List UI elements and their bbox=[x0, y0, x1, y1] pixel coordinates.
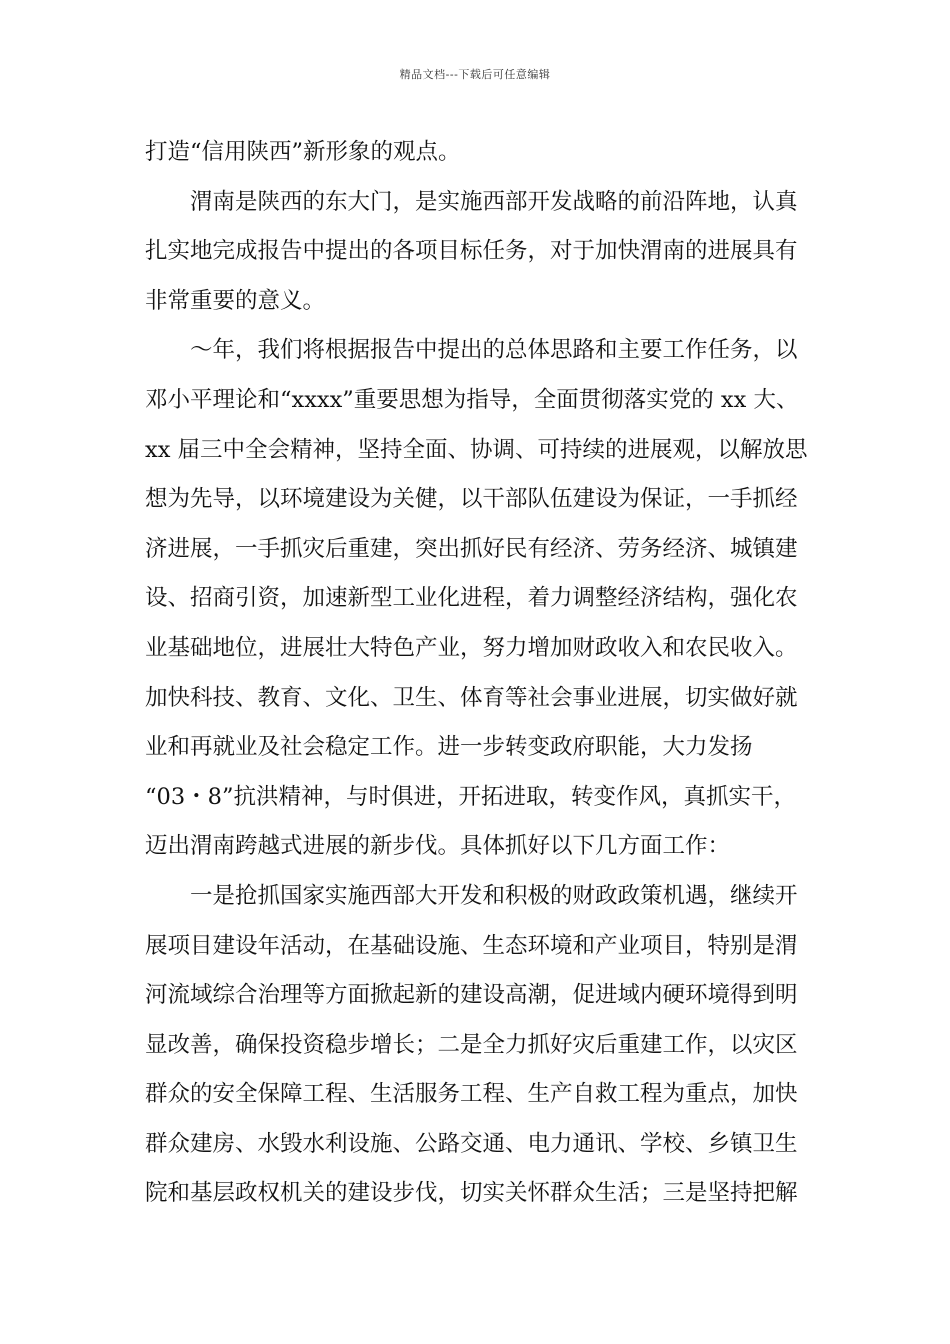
body-line: 非常重要的意义。 bbox=[145, 287, 326, 314]
body-line: 迈出渭南跨越式进展的新步伐。具体抓好以下几方面工作： bbox=[145, 833, 731, 860]
body-line: 打造“信用陕西”新形象的观点。 bbox=[145, 139, 461, 165]
body-line: 群众建房、水毁水利设施、公路交通、电力通讯、学校、乡镇卫生 bbox=[145, 1130, 798, 1157]
body-line: 扎实地完成报告中提出的各项目标任务，对于加快渭南的进展具有 bbox=[145, 238, 798, 265]
body-line: “03・8”抗洪精神，与时俱进，开拓进取，转变作风，真抓实干， bbox=[145, 783, 796, 810]
body-line: 设、招商引资，加速新型工业化进程，着力调整经济结构，强化农 bbox=[145, 585, 798, 612]
body-line: 想为先导，以环境建设为关健，以干部队伍建设为保证，一手抓经 bbox=[145, 486, 798, 513]
body-line: 渭南是陕西的东大门，是实施西部开发战略的前沿阵地，认真 bbox=[190, 188, 798, 215]
body-line: xx 届三中全会精神，坚持全面、协调、可持续的进展观，以解放思 bbox=[145, 436, 808, 463]
body-line: 济进展，一手抓灾后重建，突出抓好民有经济、劳务经济、城镇建 bbox=[145, 535, 798, 562]
document-body bbox=[145, 128, 810, 1219]
body-line: ～年，我们将根据报告中提出的总体思路和主要工作任务，以 bbox=[190, 337, 798, 364]
body-line: 群众的安全保障工程、生活服务工程、生产自救工程为重点，加快 bbox=[145, 1081, 798, 1108]
body-line: 业和再就业及社会稳定工作。进一步转变政府职能，大力发扬 bbox=[145, 734, 753, 761]
body-line: 显改善，确保投资稳步增长；二是全力抓好灾后重建工作，以灾区 bbox=[145, 1031, 798, 1058]
body-line: 河流域综合治理等方面掀起新的建设高潮，促进域内硬环境得到明 bbox=[145, 982, 798, 1009]
page-header: 精品文档---下载后可任意编辑 bbox=[399, 68, 551, 81]
body-line: 院和基层政权机关的建设步伐，切实关怀群众生活；三是坚持把解 bbox=[145, 1180, 798, 1207]
body-line: 邓小平理论和“xxxx”重要思想为指导，全面贯彻落实党的 xx 大、 bbox=[145, 386, 799, 413]
body-line: 展项目建设年活动，在基础设施、生态环境和产业项目，特别是渭 bbox=[145, 932, 798, 959]
body-line: 加快科技、教育、文化、卫生、体育等社会事业进展，切实做好就 bbox=[145, 684, 798, 711]
body-line: 一是抢抓国家实施西部大开发和积极的财政政策机遇，继续开 bbox=[190, 882, 798, 909]
body-line: 业基础地位，进展壮大特色产业，努力增加财政收入和农民收入。 bbox=[145, 634, 798, 661]
